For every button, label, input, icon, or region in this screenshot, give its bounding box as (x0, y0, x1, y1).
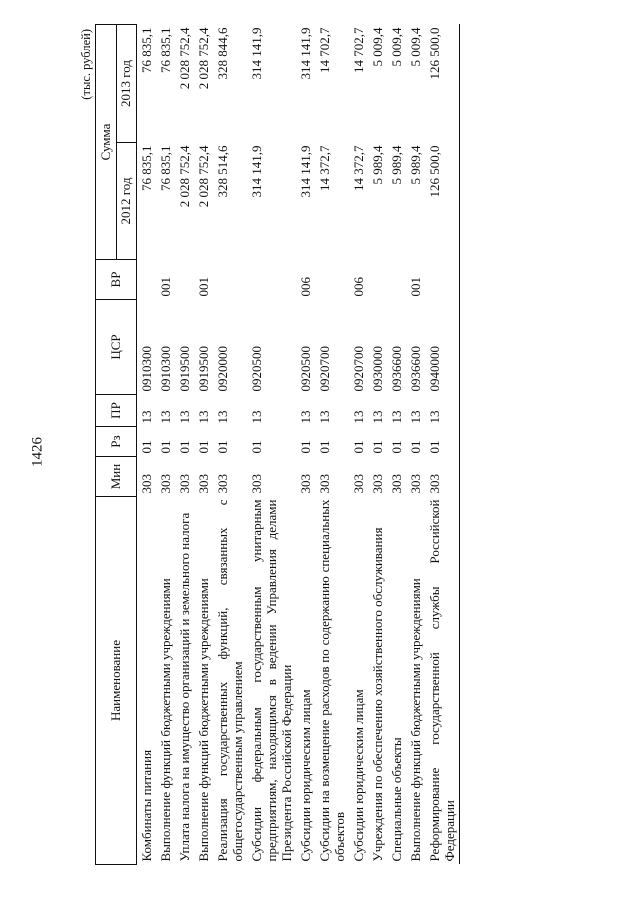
cell-y2012: 5 989,4 (408, 145, 423, 185)
cell-rz: 01 (249, 440, 264, 454)
cell-name: Специальные объекты (389, 737, 404, 862)
cell-y2013: 76 835,1 (139, 27, 154, 73)
header-year-2012: 2012 год (116, 143, 137, 260)
cell-name: Выполнение функций бюджетными учреждениями (196, 578, 211, 862)
cell-vr (137, 260, 157, 300)
cell-pr: 13 (215, 410, 230, 424)
cell-name: Учреждения по обеспечению хозяйственного обслуживания (370, 527, 385, 862)
cell-rz: 01 (196, 440, 211, 454)
cell-csr: 0920000 (215, 346, 230, 392)
cell-rz: 01 (425, 427, 460, 457)
cell-pr: 13 (425, 395, 460, 427)
cell-min: 303 (408, 474, 423, 494)
budget-table (95, 24, 460, 865)
cell-vr: 001 (158, 277, 173, 297)
cell-name: Субсидии юридическим лицам (351, 689, 366, 862)
cell-min: 303 (215, 474, 230, 494)
cell-y2013: 76 835,1 (158, 27, 173, 73)
cell-vr (315, 260, 349, 300)
cell-pr: 13 (408, 410, 423, 424)
cell-min: 303 (298, 474, 313, 494)
cell-vr (387, 260, 406, 300)
cell-y2012: 5 989,4 (370, 145, 385, 185)
table-row (315, 25, 349, 865)
table-row (349, 25, 368, 865)
cell-y2012: 76 835,1 (139, 145, 154, 191)
header-pr: ПР (96, 395, 137, 427)
page-number: 1426 (29, 437, 46, 467)
cell-min: 303 (370, 474, 385, 494)
cell-csr: 0936600 (389, 346, 404, 392)
cell-vr (213, 260, 247, 300)
cell-rz: 01 (370, 440, 385, 454)
cell-csr: 0919500 (177, 346, 192, 392)
cell-y2012: 328 514,6 (215, 145, 230, 198)
cell-y2013: 126 500,0 (425, 25, 460, 143)
table-header (96, 25, 137, 865)
cell-min: 303 (425, 457, 460, 497)
cell-csr: 0910300 (139, 346, 154, 392)
cell-name: Реализация государственных функций, связанных с общегосударственным управлением (215, 499, 245, 862)
cell-y2012: 5 989,4 (389, 145, 404, 185)
cell-name: Уплата налога на имущество организаций и земельного налога (177, 512, 192, 862)
cell-vr: 006 (298, 277, 313, 297)
cell-y2013: 2 028 752,4 (196, 27, 211, 90)
cell-min: 303 (317, 474, 332, 494)
cell-y2012: 14 372,7 (351, 145, 366, 191)
cell-y2013: 5 009,4 (370, 27, 385, 67)
cell-rz: 01 (351, 440, 366, 454)
cell-rz: 01 (177, 440, 192, 454)
cell-name: Выполнение функций бюджетными учреждениями (408, 578, 423, 862)
cell-name: Реформирование государственной службы Российской Федерации (425, 497, 460, 865)
cell-pr: 13 (370, 410, 385, 424)
cell-rz: 01 (298, 440, 313, 454)
table-row (387, 25, 406, 865)
cell-pr: 13 (196, 410, 211, 424)
cell-y2013: 5 009,4 (408, 27, 423, 67)
table-row (175, 25, 194, 865)
cell-min: 303 (139, 474, 154, 494)
header-min: Мин (96, 457, 137, 497)
cell-rz: 01 (408, 440, 423, 454)
cell-csr: 0920700 (351, 346, 366, 392)
units-note: (тыс. рублей) (79, 29, 93, 100)
cell-csr: 0919500 (196, 346, 211, 392)
table-row (247, 25, 296, 865)
cell-csr: 0920500 (249, 346, 264, 392)
cell-min: 303 (177, 474, 192, 494)
cell-name: Выполнение функций бюджетными учреждениями (158, 578, 173, 862)
cell-y2012: 14 372,7 (317, 145, 332, 191)
cell-name: Субсидии на возмещение расходов по содержанию специальных объектов (317, 499, 347, 862)
header-year-2013: 2013 год (116, 25, 137, 143)
cell-csr: 0936600 (408, 346, 423, 392)
cell-y2012: 2 028 752,4 (177, 145, 192, 208)
cell-pr: 13 (177, 410, 192, 424)
cell-pr: 13 (158, 410, 173, 424)
cell-min: 303 (158, 474, 173, 494)
cell-rz: 01 (317, 440, 332, 454)
cell-pr: 13 (389, 410, 404, 424)
cell-vr: 001 (196, 277, 211, 297)
cell-pr: 13 (298, 410, 313, 424)
rotated-table-area (75, 25, 555, 865)
table-body (137, 25, 460, 865)
cell-y2013: 328 844,6 (215, 27, 230, 80)
cell-name: Субсидии юридическим лицам (298, 689, 313, 862)
cell-vr: 001 (408, 277, 423, 297)
cell-y2012: 314 141,9 (249, 145, 264, 198)
cell-rz: 01 (389, 440, 404, 454)
cell-y2012: 314 141,9 (298, 145, 313, 198)
cell-rz: 01 (215, 440, 230, 454)
cell-pr: 13 (351, 410, 366, 424)
cell-y2013: 14 702,7 (317, 27, 332, 73)
cell-vr (247, 260, 296, 300)
cell-rz: 01 (139, 440, 154, 454)
cell-csr: 0920500 (298, 346, 313, 392)
cell-vr (368, 260, 387, 300)
cell-csr: 0930000 (370, 346, 385, 392)
cell-csr: 0910300 (158, 346, 173, 392)
cell-csr: 0940000 (425, 300, 460, 395)
cell-min: 303 (389, 474, 404, 494)
cell-pr: 13 (139, 410, 154, 424)
header-vr: ВР (96, 260, 137, 300)
header-csr: ЦСР (96, 300, 137, 395)
table-row (406, 25, 425, 865)
cell-name: Субсидии федеральным государственным унитарным предприятиям, находящимся в ведении Управления делами Президента Российской Федерации (249, 499, 294, 862)
cell-y2012: 126 500,0 (425, 143, 460, 260)
cell-rz: 01 (158, 440, 173, 454)
cell-y2013: 2 028 752,4 (177, 27, 192, 90)
cell-y2012: 76 835,1 (158, 145, 173, 191)
table-row (156, 25, 175, 865)
table-row (296, 25, 315, 865)
cell-csr: 0920700 (317, 346, 332, 392)
cell-name: Комбинаты питания (139, 749, 154, 862)
cell-pr: 13 (249, 410, 264, 424)
header-sum: Сумма (96, 25, 117, 260)
cell-y2013: 314 141,9 (249, 27, 264, 80)
cell-vr (175, 260, 194, 300)
cell-pr: 13 (317, 410, 332, 424)
header-rz: Рз (96, 427, 137, 457)
cell-min: 303 (249, 474, 264, 494)
cell-y2012: 2 028 752,4 (196, 145, 211, 208)
table-row (137, 25, 157, 865)
cell-vr (425, 260, 460, 300)
table-row (368, 25, 387, 865)
table-row (194, 25, 213, 865)
table-row (213, 25, 247, 865)
table-row (425, 25, 460, 865)
cell-min: 303 (351, 474, 366, 494)
header-name: Наименование (96, 497, 137, 865)
cell-y2013: 5 009,4 (389, 27, 404, 67)
cell-min: 303 (196, 474, 211, 494)
cell-y2013: 314 141,9 (298, 27, 313, 80)
cell-vr: 006 (351, 277, 366, 297)
cell-y2013: 14 702,7 (351, 27, 366, 73)
